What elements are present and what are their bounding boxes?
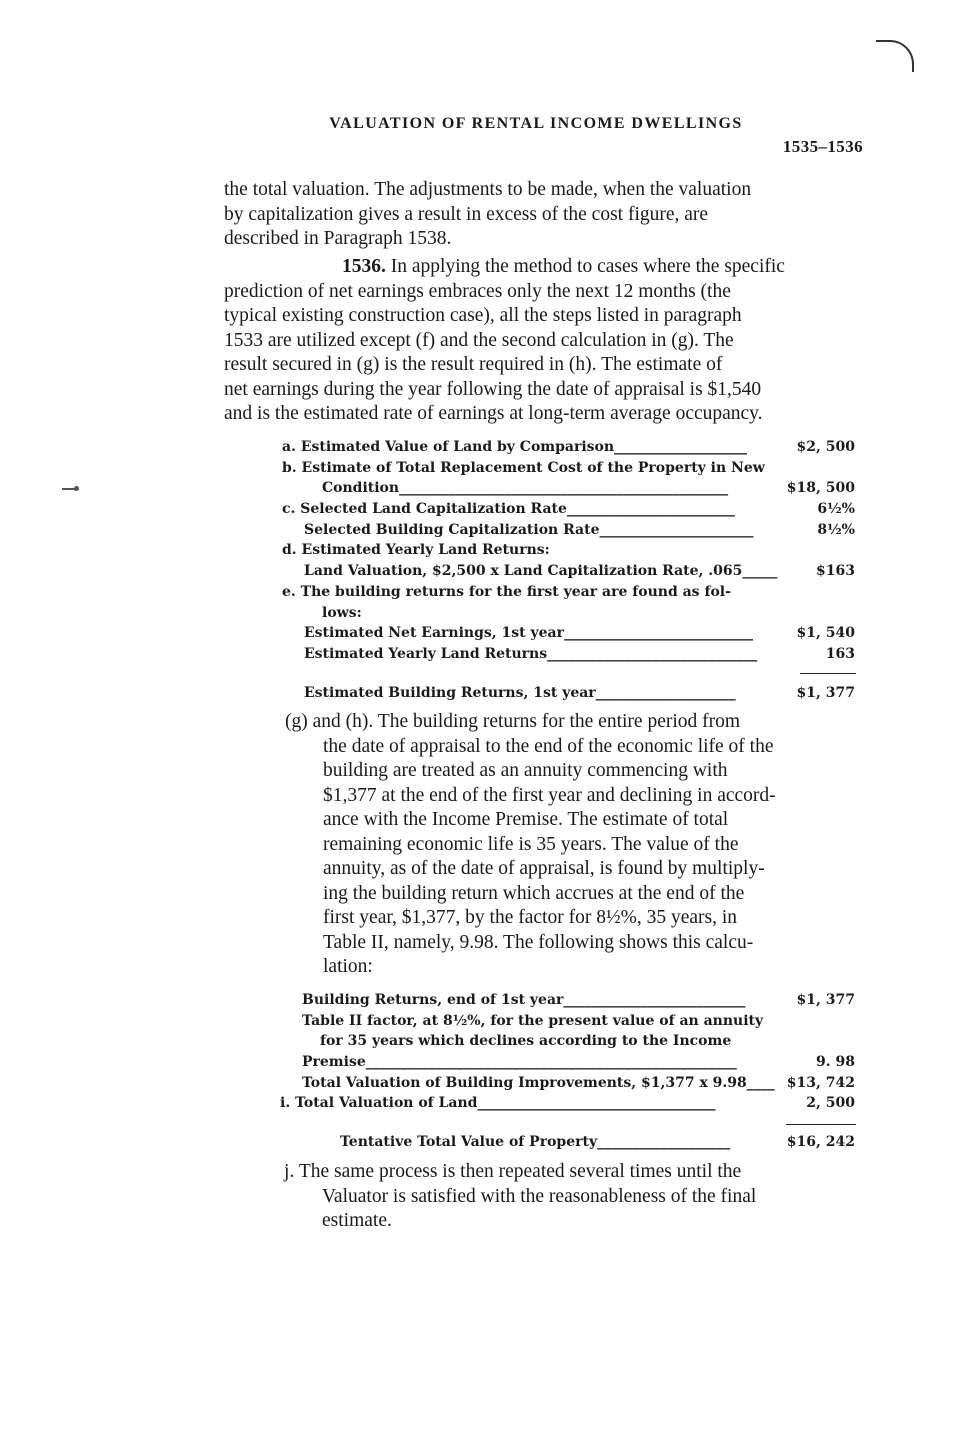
- row-label: Condition_______________________________________________: [322, 480, 729, 497]
- table-row: [282, 582, 855, 603]
- corner-fold-mark: [876, 40, 914, 72]
- text-line: 1533 are utilized except (f) and the second calculation in (g). The: [224, 329, 734, 351]
- table-row: [282, 437, 855, 458]
- table-row: [304, 683, 855, 704]
- row-label: Premise_____________________________________________________: [302, 1054, 737, 1071]
- paragraph-1536: [224, 255, 856, 427]
- text-line: (g) and (h). The building returns for the entire period from: [285, 711, 741, 732]
- row-value: 9. 98: [816, 1054, 855, 1071]
- row-value: $1, 377: [796, 685, 855, 701]
- text-line-content: In applying the method to cases where the specific: [390, 256, 785, 277]
- row-label: Table II factor, at 8½%, for the present value of an annuity: [302, 1012, 764, 1029]
- page-numbers: 1535–1536: [782, 137, 863, 156]
- row-label: Total Valuation of Building Improvements, $1,377 x 9.98____: [302, 1074, 775, 1091]
- row-label: Building Returns, end of 1st year__________________________: [302, 992, 746, 1008]
- text-line: annuity, as of the date of appraisal, is found by multiply-: [323, 858, 765, 879]
- text-line: lation:: [323, 956, 373, 977]
- text-line: net earnings during the year following the date of appraisal is $1,540: [224, 378, 762, 400]
- sum-rule: [786, 1124, 856, 1125]
- text-line: j. The same process is then repeated several times until the: [284, 1161, 742, 1182]
- table-row: [282, 623, 855, 644]
- table-row: [282, 540, 855, 561]
- table-row: [280, 990, 855, 1011]
- row-label: Estimated Net Earnings, 1st year___________________________: [304, 625, 753, 642]
- row-label: Estimated Yearly Land Returns______________________________: [304, 645, 758, 662]
- intro-paragraph: [224, 178, 856, 252]
- paragraph-j: [284, 1160, 856, 1234]
- table-row: [280, 1011, 855, 1032]
- row-label: lows:: [322, 604, 362, 621]
- text-line: remaining economic life is 35 years. The value of the: [323, 833, 739, 855]
- table-row: [282, 561, 855, 582]
- table-row: [282, 458, 855, 479]
- row-value: 8½%: [817, 521, 855, 538]
- text-line: ing the building return which accrues at the end of the: [323, 882, 745, 904]
- row-value: 2, 500: [806, 1095, 855, 1112]
- margin-speck: [74, 486, 79, 491]
- text-line: prediction of net earnings embraces only the next 12 months (the: [224, 280, 731, 302]
- table-row: [282, 499, 855, 520]
- row-label: e. The building returns for the first year are found as fol-: [282, 583, 731, 600]
- row-label: i. Total Valuation of Land__________________________________: [280, 1095, 716, 1112]
- text-line: Table II, namely, 9.98. The following shows this calcu-: [323, 931, 754, 953]
- running-title: VALUATION OF RENTAL INCOME DWELLINGS: [329, 115, 743, 132]
- table-row: [282, 644, 855, 665]
- row-label: Land Valuation, $2,500 x Land Capitalization Rate, .065_____: [304, 563, 778, 580]
- calculation-total: [340, 1132, 855, 1153]
- table-row: [340, 1132, 855, 1153]
- row-value: 6½%: [817, 501, 855, 518]
- sum-rule: [800, 673, 856, 674]
- text-line: the date of appraisal to the end of the economic life of the: [323, 735, 774, 757]
- row-value: $163: [816, 563, 855, 580]
- text-line: typical existing construction case), all the steps listed in paragraph: [224, 305, 742, 326]
- table-row: [282, 603, 855, 624]
- text-line: Valuator is satisfied with the reasonableness of the final: [322, 1185, 757, 1207]
- table-row: [280, 1052, 855, 1073]
- row-label: d. Estimated Yearly Land Returns:: [282, 542, 550, 559]
- text-line: the total valuation. The adjustments to be made, when the valuation: [224, 179, 752, 200]
- text-line: building are treated as an annuity commencing with: [323, 760, 728, 781]
- row-value: $2, 500: [796, 439, 855, 455]
- row-value: $1, 540: [796, 625, 855, 642]
- row-value: $13, 742: [786, 1074, 855, 1091]
- row-value: $16, 242: [786, 1134, 855, 1150]
- table-row: [282, 478, 855, 499]
- row-value: $1, 377: [796, 992, 855, 1008]
- row-value: 163: [825, 645, 855, 662]
- row-label: Estimated Building Returns, 1st year____________________: [304, 685, 736, 701]
- text-line: described in Paragraph 1538.: [224, 228, 452, 249]
- text-line: ance with the Income Premise. The estimate of total: [323, 809, 729, 830]
- text-line: result secured in (g) is the result required in (h). The estimate of: [224, 354, 723, 375]
- paragraph-number: 1536.: [342, 256, 386, 277]
- row-label: for 35 years which declines according to the Income: [320, 1033, 732, 1050]
- row-label: Tentative Total Value of Property___________________: [340, 1134, 731, 1150]
- table-row: [282, 520, 855, 541]
- text-line: estimate.: [322, 1210, 392, 1231]
- text-line: $1,377 at the end of the first year and declining in accord-: [323, 784, 776, 806]
- text-line: by capitalization gives a result in excess of the cost figure, are: [224, 203, 709, 225]
- row-label: Selected Building Capitalization Rate______________________: [304, 521, 754, 538]
- row-value: $18, 500: [786, 480, 855, 497]
- steps-total: [304, 683, 855, 704]
- row-label: c. Selected Land Capitalization Rate________________________: [282, 501, 735, 518]
- table-row: [280, 1073, 855, 1094]
- text-line: and is the estimated rate of earnings at long-term average occupancy.: [224, 403, 763, 424]
- text-line: [224, 255, 856, 280]
- paragraph-g-h: [285, 710, 856, 980]
- text-line: first year, $1,377, by the factor for 8½%, 35 years, in: [323, 907, 738, 928]
- row-label: b. Estimate of Total Replacement Cost of the Property in New: [282, 459, 765, 476]
- table-row: [280, 1093, 855, 1114]
- row-label: a. Estimated Value of Land by Comparison___________________: [282, 439, 748, 455]
- table-row: [280, 1031, 855, 1052]
- steps-table: [282, 437, 855, 665]
- calculation-table: [280, 990, 855, 1114]
